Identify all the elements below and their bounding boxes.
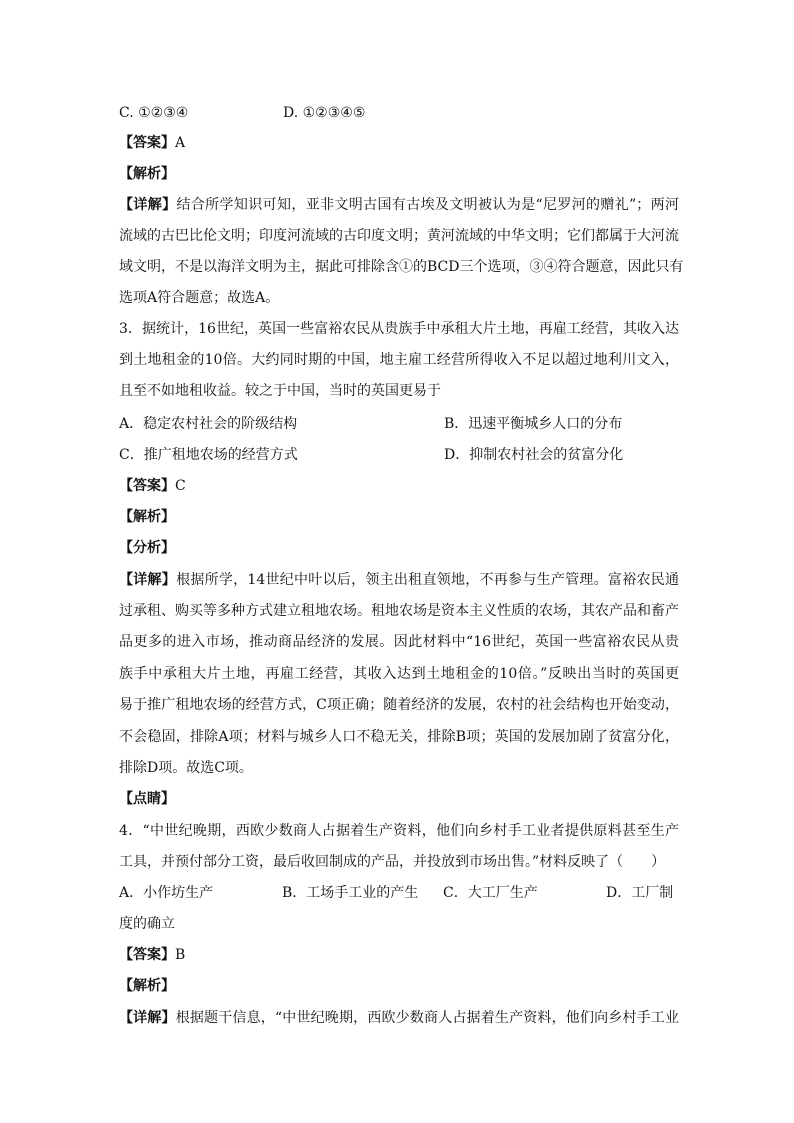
detail-tag: 【详解】: [119, 197, 177, 213]
q4-stem-line-2: 工具，并预付部分工资，最后收回制成的产品，并投放到市场出售。”材料反映了（ ）: [119, 854, 666, 870]
analysis-tag: 【解析】: [119, 509, 175, 525]
q4-option-a: A．小作坊生产: [119, 885, 214, 901]
detail-tag: 【详解】: [119, 1010, 176, 1026]
q4-analysis: [119, 976, 679, 996]
q4-detail-line-1: [119, 1008, 679, 1028]
detail-tag: 【详解】: [119, 572, 177, 588]
q3-dianjing: [119, 789, 679, 809]
q3-option-b: B．迅速平衡城乡人口的分布: [444, 416, 623, 432]
q4-option-b: B．工场手工业的产生: [282, 885, 419, 901]
q2-answer: [119, 133, 679, 153]
q2-detail-line-3: 域文明，不是以海洋文明为主，据此可排除含①的BCD三个选项，③④符合题意，因此只有: [119, 259, 684, 275]
q3-option-c: C．推广租地农场的经营方式: [119, 447, 298, 463]
q3-detail-line-5: 易于推广租地农场的经营方式，C项正确；随着经济的发展，农村的社会结构也开始变动，: [119, 697, 679, 713]
detail-text: 根据题干信息，“中世纪晚期，西欧少数商人占据着生产资料，他们向乡村手工业: [175, 1010, 680, 1026]
q4-option-d: D．工厂制: [606, 885, 674, 901]
answer-tag: 【答案】: [119, 478, 175, 494]
q2-option-d: D. ①②③④⑤: [283, 105, 366, 121]
q4-option-d-continuation: 度的确立: [119, 916, 175, 932]
analysis-tag: 【解析】: [119, 166, 175, 182]
detail-text: 根据所学，14世纪中叶以后，领主出租直领地，不再参与生产管理。富裕农民通: [176, 572, 680, 588]
q3-detail-line-6: 不会稳固，排除A项；材料与城乡人口不稳无关，排除B项；英国的发展加剧了贫富分化，: [119, 729, 679, 745]
q2-analysis: [119, 164, 679, 184]
detail-text: 结合所学知识可知，亚非文明古国有古埃及文明被认为是“尼罗河的赠礼”；两河: [176, 197, 680, 213]
q3-analysis: [119, 507, 679, 527]
q3-stem-line-2: 到土地租金的10倍。大约同时期的中国，地主雇工经营所得收入不足以超过地利川文入，: [119, 352, 679, 368]
q4-stem-line-1: 4．“中世纪晚期，西欧少数商人占据着生产资料，他们向乡村手工业者提供原料甚至生产: [119, 823, 679, 839]
q2-detail-line-1: [119, 195, 679, 215]
q3-detail-line-3: 品更多的进入市场，推动商品经济的发展。因此材料中“16世纪，英国一些富裕农民从贵: [119, 634, 679, 650]
q4-option-c: C．大工厂生产: [443, 885, 538, 901]
q3-option-a: A．稳定农村社会的阶级结构: [119, 416, 298, 432]
answer-tag: 【答案】: [119, 947, 175, 963]
answer-value: C: [175, 478, 186, 494]
q3-option-d: D．抑制农村社会的贫富分化: [444, 447, 624, 463]
q3-stem-line-3: 且至不如地租收益。较之于中国，当时的英国更易于: [119, 383, 441, 399]
q2-option-c: C. ①②③④: [119, 105, 189, 121]
q3-answer: [119, 476, 679, 496]
q2-detail-line-4: 选项A符合题意；故选A。: [119, 290, 280, 306]
fenxi-tag: 【分析】: [119, 540, 175, 556]
analysis-tag: 【解析】: [119, 978, 175, 994]
q4-answer: [119, 945, 679, 965]
q3-fenxi: [119, 538, 679, 558]
q3-stem-line-1: 3．据统计，16世纪，英国一些富裕农民从贵族手中承租大片土地，再雇工经营，其收入达: [119, 321, 679, 337]
q2-detail-line-2: 流域的古巴比伦文明；印度河流域的古印度文明；黄河流域的中华文明；它们都属于大河流: [119, 228, 679, 244]
answer-value: A: [175, 135, 186, 151]
q3-detail-line-7: 排除D项。故选C项。: [119, 760, 253, 776]
q3-detail-line-4: 族手中承租大片土地，再雇工经营，其收入达到土地租金的10倍。”反映出当时的英国更: [119, 666, 679, 682]
answer-tag: 【答案】: [119, 135, 175, 151]
q3-detail-line-2: 过承租、购买等多种方式建立租地农场。租地农场是资本主义性质的农场，其农产品和畜产: [119, 603, 679, 619]
answer-value: B: [175, 947, 186, 963]
dianjing-tag: 【点睛】: [119, 791, 175, 807]
q3-detail-line-1: [119, 570, 679, 590]
